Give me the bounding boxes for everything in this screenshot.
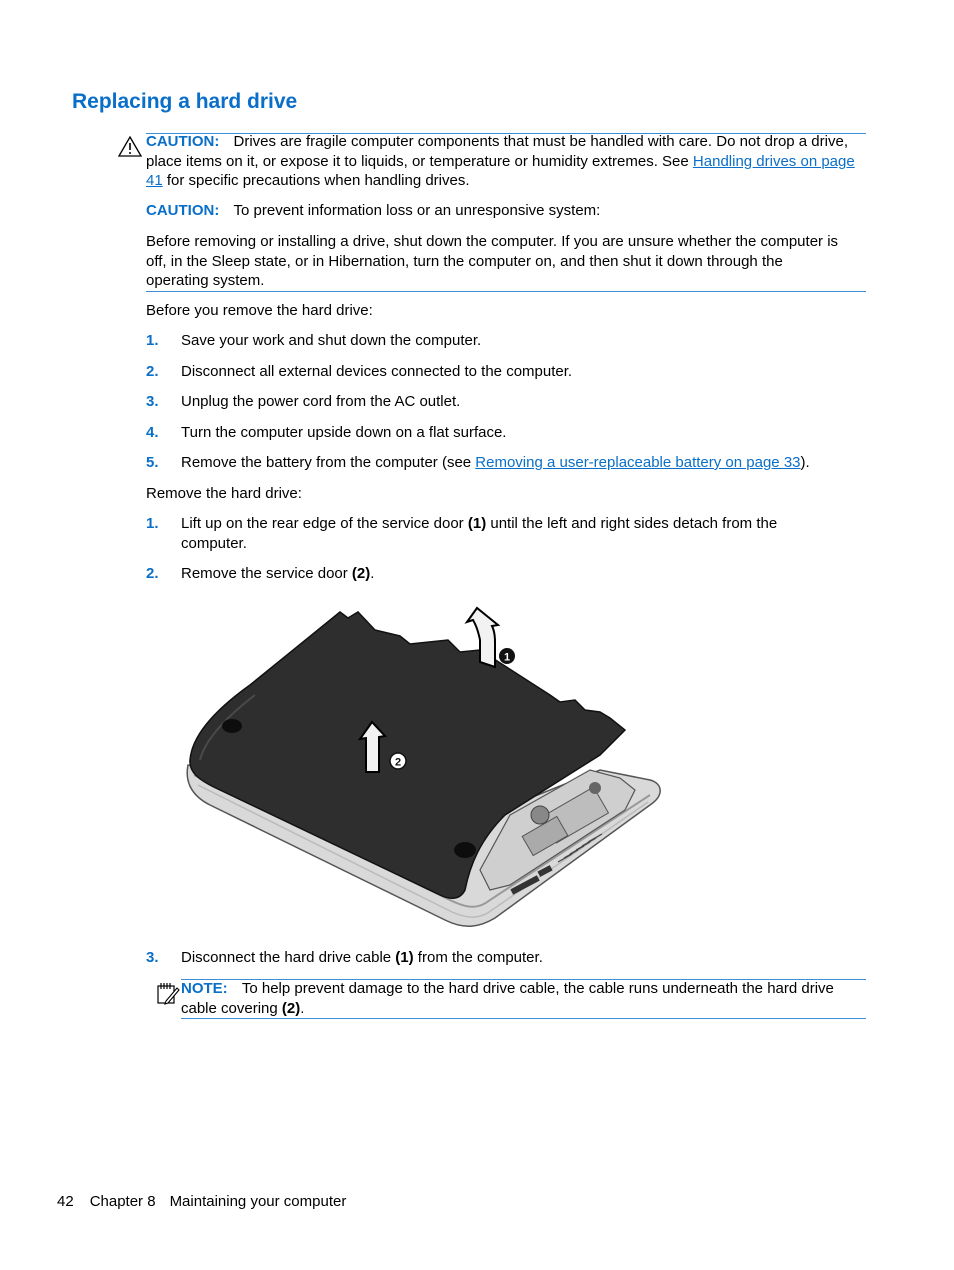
caution-bottom-rule <box>146 291 866 292</box>
note-text: NOTE: To help prevent damage to the hard drive cable, the cable runs underneath the hard drive cable covering (2). <box>181 980 834 1017</box>
chapter-title: Maintaining your computer <box>169 1193 347 1210</box>
step-text: Save your work and shut down the computer. <box>181 332 482 349</box>
caution-2-paragraph: Before removing or installing a drive, shut down the computer. If you are unsure whether the computer is off, in the Sleep state, or in Hibernation, turn the computer on, and then shut it down through the operating system. <box>146 233 839 289</box>
link-removing-battery[interactable]: Removing a user-replaceable battery on page 33 <box>475 454 801 471</box>
caution-1-text: CAUTION: Drives are fragile computer components that must be handled with care. Do not drop a drive, place items on it, or expose it to liquids, or temperature or humidity extremes. See Handling drives on page 41 for specific precautions when handling drives. <box>146 133 855 189</box>
callout-2-label: 2 <box>394 756 402 769</box>
footer <box>57 1193 346 1210</box>
step-text: Remove the service door (2). <box>181 565 375 582</box>
step-number: 2. <box>146 363 159 380</box>
before-intro: Before you remove the hard drive: <box>146 302 373 319</box>
caution-2-text: CAUTION: To prevent information loss or an unresponsive system: <box>146 202 601 219</box>
note-bottom-rule <box>181 1018 866 1019</box>
step-text: Lift up on the rear edge of the service door (1) until the left and right sides detach from the computer. <box>181 515 778 552</box>
page-number: 42 <box>57 1193 74 1210</box>
note-icon <box>156 981 180 1005</box>
step-text: Unplug the power cord from the AC outlet. <box>181 393 461 410</box>
step-text: Remove the battery from the computer (see Removing a user-replaceable battery on page 33). <box>181 454 810 471</box>
caution-1-label: CAUTION: <box>146 133 220 150</box>
page-title: Replacing a hard drive <box>72 90 298 113</box>
step-number: 1. <box>146 515 159 532</box>
caution-2-label: CAUTION: <box>146 202 220 219</box>
chapter-label: Chapter 8 <box>89 1193 156 1210</box>
step-number: 5. <box>146 454 159 471</box>
remove-intro: Remove the hard drive: <box>146 485 302 502</box>
step-number: 1. <box>146 332 159 349</box>
step-number: 2. <box>146 565 159 582</box>
step-text: Disconnect the hard drive cable (1) from the computer. <box>181 949 543 966</box>
step-number: 3. <box>146 393 159 410</box>
service-door-illustration <box>180 600 670 935</box>
step-number: 4. <box>146 424 159 441</box>
link-handling-drives[interactable]: Handling drives on page 41 <box>146 152 855 189</box>
step-text: Disconnect all external devices connected to the computer. <box>181 363 573 380</box>
step-number: 3. <box>146 949 159 966</box>
step-text: Turn the computer upside down on a flat surface. <box>181 424 507 441</box>
caution-icon <box>118 136 142 157</box>
callout-1-label: 1 <box>503 651 511 664</box>
note-label: NOTE: <box>181 980 228 997</box>
